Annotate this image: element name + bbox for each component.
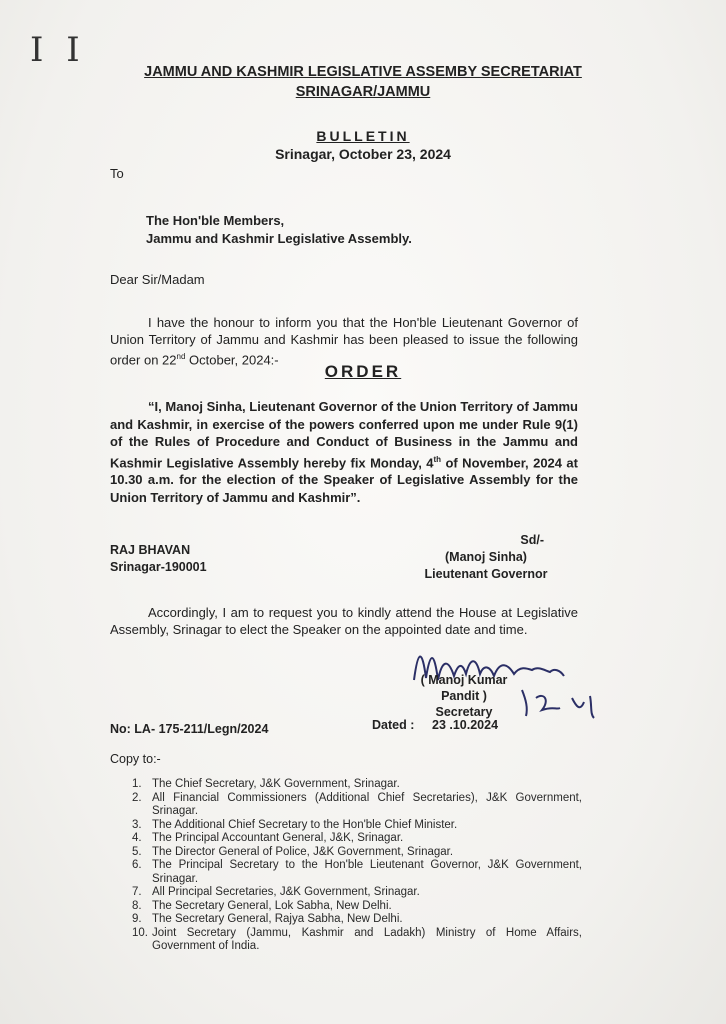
list-item: 2. All Financial Commissioners (Additional Chief Secretaries), J&K Government, Srinagar.: [132, 791, 582, 817]
copy-list: [132, 778, 582, 954]
reference-number: No: LA- 175-211/Legn/2024: [110, 722, 269, 736]
request-paragraph: Accordingly, I am to request you to kindly attend the House at Legislative Assembly, Srinagar to elect the Speaker on the appointed date and time.: [110, 605, 578, 637]
bulletin-date: Srinagar, October 23, 2024: [275, 146, 451, 162]
addressee-line1: The Hon'ble Members,: [146, 213, 285, 228]
letterhead-title: JAMMU AND KASHMIR LEGISLATIVE ASSEMBY SECRETARIAT: [144, 64, 582, 80]
lg-title: Lieutenant Governor: [424, 567, 548, 581]
order-text-part1: “I, Manoj Sinha, Lieutenant Governor of the Union Territory of Jammu and Kashmir, in exercise of the powers conferred upon me under Rule 9(1) of the Rules of Procedure and Conduct of Business in the Jammu and Kashmir Legislative Assembly hereby fix Monday, 4: [110, 399, 578, 470]
raj-bhavan-line2: Srinagar-190001: [110, 560, 207, 574]
list-item: 9. The Secretary General, Rajya Sabha, New Delhi.: [132, 913, 403, 925]
list-item: 1. The Chief Secretary, J&K Government, Srinagar.: [132, 778, 400, 790]
intro-paragraph: [110, 314, 578, 368]
order-heading: ORDER: [324, 362, 402, 381]
raj-bhavan-line1: RAJ BHAVAN: [110, 543, 191, 557]
order-date-suffix: th: [433, 454, 442, 464]
page-mark: I I: [30, 30, 86, 70]
to-label: To: [110, 166, 124, 181]
intro-tail: October, 2024:-: [185, 352, 279, 368]
order-text: [110, 398, 578, 506]
list-item: 7. All Principal Secretaries, J&K Government, Srinagar.: [132, 886, 420, 898]
raj-bhavan-address: [110, 542, 207, 576]
order-text-part2: of November, 2024 at 10.30 a.m. for the election of the Speaker of Legislative Assembly for the Union Territory of Jammu and Kashmir”.: [110, 454, 578, 505]
secretary-name: ( Manoj Kumar Pandit ): [420, 673, 508, 703]
list-item: 5. The Director General of Police, J&K Government, Srinagar.: [132, 845, 454, 858]
list-item: 6. The Principal Secretary to the Hon'ble Lieutenant Governor, J&K Government, Srinagar.: [132, 859, 582, 885]
intro-text: I have the honour to inform you that the Hon'ble Lieutenant Governor of Union Territory of Jammu and Kashmir has been pleased to issue the following order on 22: [110, 315, 578, 368]
dated-value: 23 .10.2024: [432, 718, 499, 732]
secretary-title: Secretary: [435, 705, 493, 719]
intro-date-suffix: nd: [176, 352, 186, 361]
lg-signature-block: [416, 532, 556, 583]
letterhead-location: SRINAGAR/JAMMU: [295, 84, 431, 100]
secretary-signature-block: [404, 672, 524, 720]
lg-name: (Manoj Sinha): [445, 550, 527, 564]
list-item: 3. The Additional Chief Secretary to the Hon'ble Chief Minister.: [132, 818, 458, 831]
dated-label: Dated :: [372, 718, 415, 732]
copy-to-label: Copy to:-: [110, 752, 161, 766]
list-item: 8. The Secretary General, Lok Sabha, New Delhi.: [132, 899, 392, 912]
lg-sd: Sd/-: [520, 533, 544, 547]
addressee-line2: Jammu and Kashmir Legislative Assembly.: [146, 231, 412, 246]
list-item: 4. The Principal Accountant General, J&K, Srinagar.: [132, 832, 404, 844]
salutation: Dear Sir/Madam: [110, 272, 205, 287]
addressee: [146, 212, 412, 248]
bulletin-heading: BULLETIN: [316, 128, 410, 144]
list-item: 10. Joint Secretary (Jammu, Kashmir and Ladakh) Ministry of Home Affairs, Government of India.: [132, 926, 582, 952]
